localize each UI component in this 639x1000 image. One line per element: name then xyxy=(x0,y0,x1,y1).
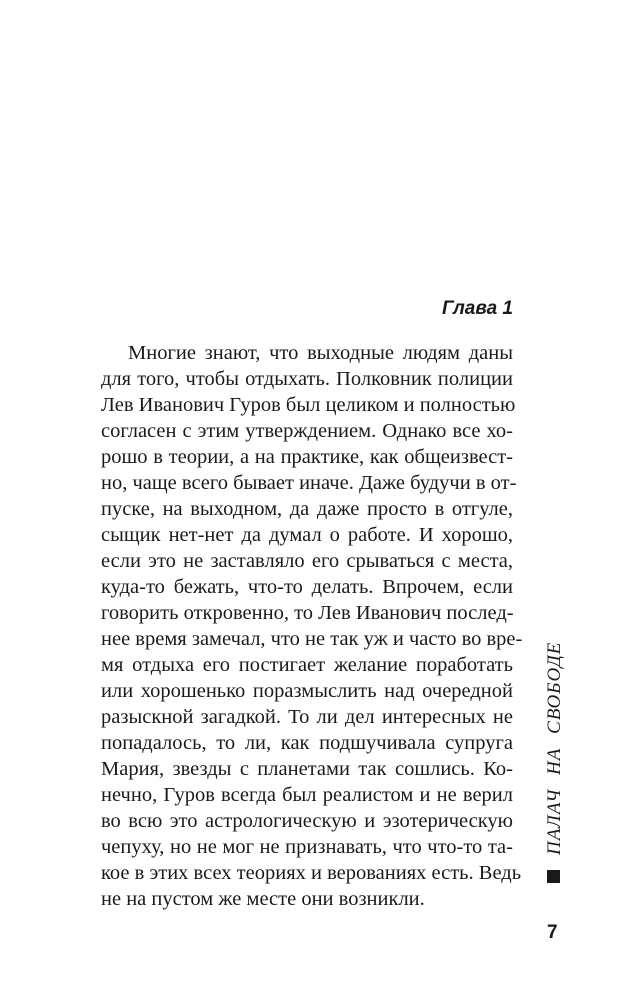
text-line: не на пустом же месте они возникли. xyxy=(101,888,425,910)
text-line: разыскной загадкой. То ли дел интересных не xyxy=(101,706,513,728)
text-line: или хорошенько поразмыслить над очередной xyxy=(101,680,513,702)
text-line: говорить откровенно, то Лев Иванович послед- xyxy=(101,602,514,624)
text-line: нечно, Гуров всегда был реалистом и не верил xyxy=(101,784,513,806)
text-line: во всю это астрологическую и эзотерическую xyxy=(101,810,513,832)
text-line: сыщик нет-нет да думал о работе. И хорошо, xyxy=(101,524,513,546)
text-line: кое в этих всех теориях и верованиях есть. Ведь xyxy=(101,862,522,884)
text-line: куда-то бежать, что-то делать. Впрочем, если xyxy=(101,576,513,598)
text-line: пуске, на выходном, да даже просто в отгуле, xyxy=(101,498,513,520)
text-line: Мария, звезды с планетами так сошлись. Ко- xyxy=(101,758,513,780)
text-line: для того, чтобы отдыхать. Полковник полиции xyxy=(101,368,513,390)
text-line: согласен с этим утверждением. Однако все хо- xyxy=(101,420,513,442)
text-line: но, чаще всего бывает иначе. Даже будучи в от- xyxy=(101,472,517,494)
text-line: если это не заставляло его срываться с места, xyxy=(101,550,513,572)
body-text xyxy=(101,340,523,912)
text-line: Многие знают, что выходные людям даны xyxy=(128,342,513,364)
text-line: нее время замечал, что не так уж и часто во вре- xyxy=(101,628,523,650)
text-line: чепуху, но не мог не признавать, что что-то та- xyxy=(101,836,513,858)
text-line: Лев Иванович Гуров был целиком и полностью xyxy=(101,394,516,416)
square-marker-icon xyxy=(547,870,560,883)
page-number: 7 xyxy=(547,922,558,943)
text-line: мя отдыха его постигает желание поработать xyxy=(101,654,513,676)
text-line: рошо в теории, а на практике, как общеизвест- xyxy=(101,446,513,468)
text-line: попадалось, то ли, как подшучивала супруга xyxy=(101,732,513,754)
running-title: ПАЛАЧ НА СВОБОДЕ xyxy=(544,641,565,855)
chapter-heading: Глава 1 xyxy=(442,298,513,319)
